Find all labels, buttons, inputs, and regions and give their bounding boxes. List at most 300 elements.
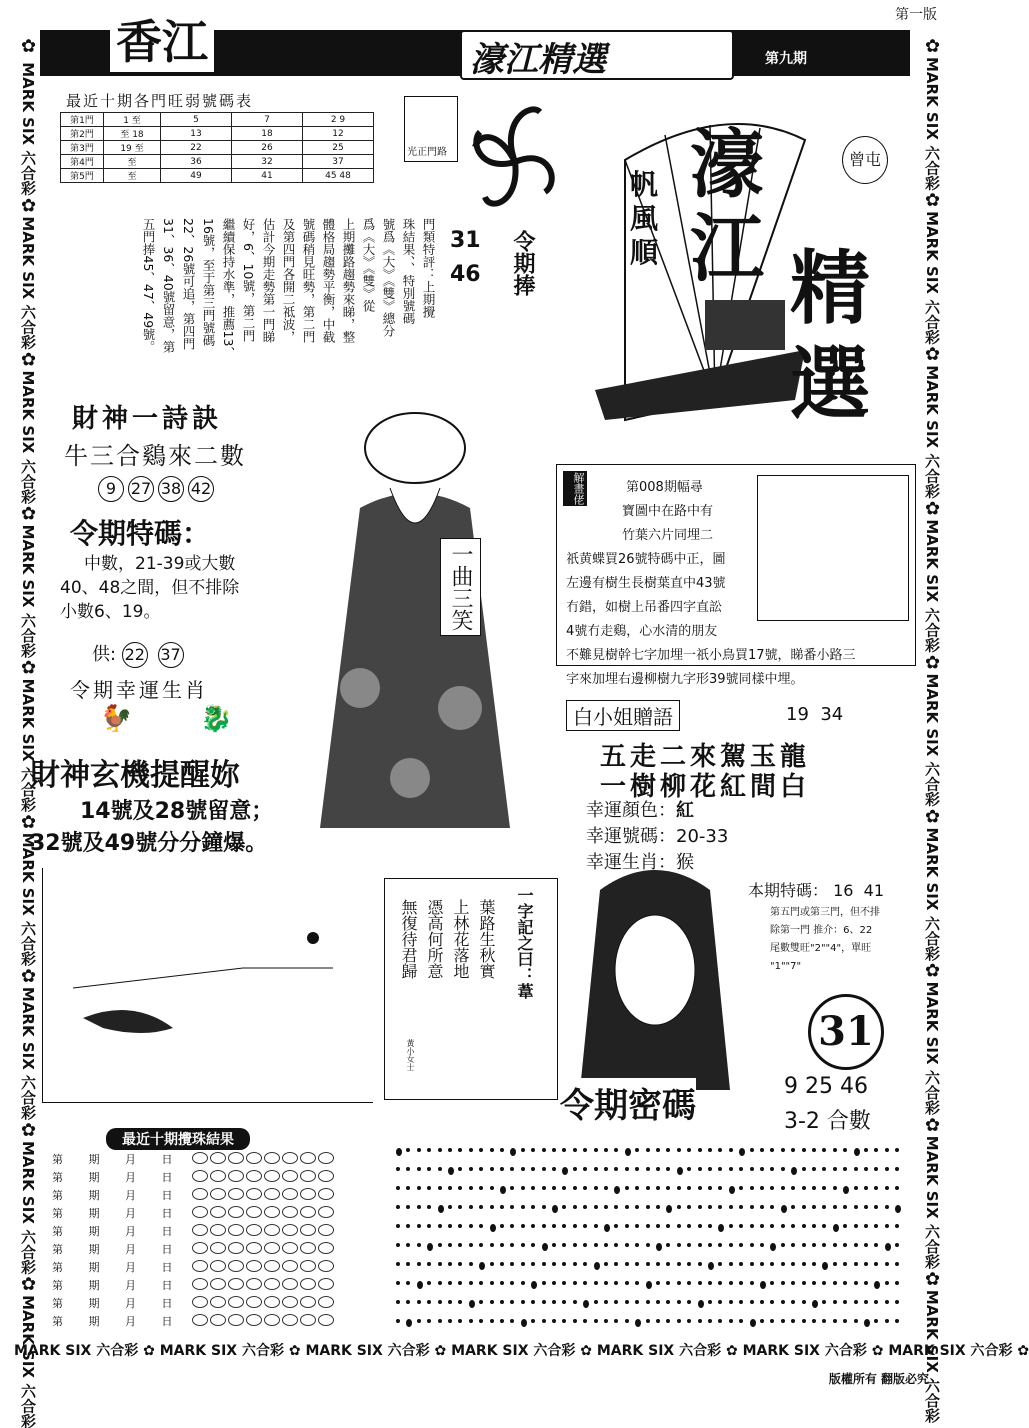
grid-dot xyxy=(500,1205,504,1209)
grid-dot xyxy=(791,1300,795,1304)
grid-dot xyxy=(417,1262,421,1266)
grid-dot xyxy=(510,1224,514,1228)
grid-dot xyxy=(479,1224,483,1228)
grid-dot xyxy=(458,1319,462,1323)
grid-dot xyxy=(895,1224,899,1228)
grid-dot xyxy=(708,1148,712,1152)
grid-dot xyxy=(625,1186,629,1190)
grid-dot xyxy=(666,1262,670,1266)
grid-dot xyxy=(531,1300,535,1304)
grid-dot xyxy=(635,1186,639,1190)
grid-dot xyxy=(708,1300,712,1304)
grid-dot xyxy=(396,1224,400,1228)
grid-dot xyxy=(469,1281,473,1285)
result-row-label: 第 期 月 日 xyxy=(52,1171,173,1184)
grid-dot xyxy=(895,1262,899,1266)
grid-dot xyxy=(458,1300,462,1304)
scroll-poem-lines: 葉路生秋實 上林花落地 憑高何所意 無復待君歸 xyxy=(399,899,496,979)
grid-dot xyxy=(490,1319,494,1323)
result-ovals xyxy=(192,1314,336,1329)
result-row xyxy=(52,1258,388,1276)
grid-dot xyxy=(864,1224,868,1228)
grid-dot xyxy=(552,1148,556,1152)
scroll-poem-sign: 黃小女士 xyxy=(406,1039,415,1071)
grid-dot xyxy=(625,1167,629,1171)
grid-dot xyxy=(874,1148,878,1152)
grid-dot xyxy=(698,1167,702,1171)
grid-dot xyxy=(791,1205,795,1209)
grid-dot xyxy=(490,1186,494,1190)
grid-dot xyxy=(729,1186,735,1194)
grid-dot xyxy=(604,1205,608,1209)
grid-dot xyxy=(406,1300,410,1304)
lucky-num-row: 幸運號碼：20-33 xyxy=(586,826,729,847)
grid-dot xyxy=(614,1262,618,1266)
grid-dot xyxy=(781,1224,785,1228)
grid-dot xyxy=(635,1167,639,1171)
grid-dot xyxy=(604,1167,608,1171)
masthead-title: 濠江精選 xyxy=(470,40,606,80)
gong-row: 供: 22 37 xyxy=(92,640,188,668)
door-cell: 7 xyxy=(232,113,303,127)
grid-dot xyxy=(427,1281,431,1285)
secret-combo: 3-2 合數 xyxy=(784,1109,871,1134)
grid-dot xyxy=(739,1224,743,1228)
grid-dot xyxy=(531,1243,535,1247)
grid-dot xyxy=(510,1205,514,1209)
secret-code: 9 25 46 xyxy=(784,1074,868,1099)
grid-dot xyxy=(656,1243,662,1251)
grid-dot xyxy=(406,1319,412,1327)
result-row-label: 第 期 月 日 xyxy=(52,1225,173,1238)
grid-dot xyxy=(687,1262,691,1266)
grid-dot xyxy=(729,1243,733,1247)
grid-dot xyxy=(708,1224,712,1228)
grid-dot xyxy=(656,1186,660,1190)
grid-dot xyxy=(718,1243,722,1247)
grid-dot xyxy=(614,1319,618,1323)
grid-dot xyxy=(802,1300,806,1304)
grid-dot xyxy=(781,1243,785,1247)
grid-dot xyxy=(718,1205,722,1209)
grid-dot xyxy=(729,1148,733,1152)
grid-dot xyxy=(718,1186,722,1190)
commentary-line: 估計今期走勢第一門睇 xyxy=(261,218,276,343)
grid-dot xyxy=(718,1262,722,1266)
grid-dot xyxy=(479,1243,483,1247)
grid-dot xyxy=(895,1186,899,1190)
grid-dot xyxy=(573,1186,577,1190)
grid-dot xyxy=(531,1148,535,1152)
result-ovals xyxy=(192,1260,336,1275)
grid-dot xyxy=(417,1186,421,1190)
grid-dot xyxy=(802,1281,806,1285)
grid-dot xyxy=(521,1319,527,1327)
grid-dot xyxy=(656,1167,660,1171)
grid-dot xyxy=(677,1148,681,1152)
grid-dot xyxy=(698,1205,702,1209)
grid-dot xyxy=(646,1224,650,1228)
grid-dot xyxy=(687,1319,691,1323)
grid-dot xyxy=(833,1167,837,1171)
grid-dot xyxy=(542,1300,546,1304)
grid-dot xyxy=(438,1319,442,1323)
god-scroll: 一曲三笑 xyxy=(440,538,481,636)
grid-dot xyxy=(427,1243,433,1251)
door-cell: 18 xyxy=(232,127,303,141)
grid-dot xyxy=(469,1224,473,1228)
god-of-wealth-illustration xyxy=(300,388,530,836)
grid-dot xyxy=(760,1186,764,1190)
grid-dot xyxy=(760,1300,764,1304)
grid-dot xyxy=(542,1243,548,1251)
special-big-num: 31 xyxy=(808,994,884,1070)
grid-dot xyxy=(781,1281,785,1285)
grid-dot xyxy=(635,1224,639,1228)
grid-dot xyxy=(739,1148,745,1156)
grid-dot xyxy=(822,1148,826,1152)
grid-dot xyxy=(854,1186,858,1190)
grid-dot xyxy=(635,1243,639,1247)
grid-dot xyxy=(583,1281,587,1285)
grid-dot xyxy=(542,1186,546,1190)
grid-dot xyxy=(718,1300,722,1304)
grid-dot xyxy=(791,1319,795,1323)
grid-dot xyxy=(656,1281,660,1285)
grid-dot xyxy=(666,1224,670,1228)
grid-dot xyxy=(479,1186,483,1190)
result-ovals xyxy=(192,1170,336,1185)
grid-dot xyxy=(562,1281,566,1285)
grid-dot xyxy=(729,1167,733,1171)
door-cell: 至 18 xyxy=(104,127,161,141)
poem-num: 38 xyxy=(158,476,184,502)
grid-dot xyxy=(729,1281,733,1285)
grid-dot xyxy=(812,1262,816,1266)
grid-dot xyxy=(521,1167,525,1171)
grid-dot xyxy=(822,1319,826,1323)
grid-dot xyxy=(781,1205,787,1213)
grid-dot xyxy=(770,1148,774,1152)
grid-dot xyxy=(874,1186,878,1190)
grid-dot xyxy=(885,1224,889,1228)
grid-dot xyxy=(396,1186,400,1190)
grid-dot xyxy=(406,1224,410,1228)
lucky-zodiac-row: 幸運生肖：猴 xyxy=(586,852,694,873)
grid-dot xyxy=(427,1224,431,1228)
grid-dot xyxy=(739,1300,743,1304)
grid-dot xyxy=(573,1167,577,1171)
grid-dot xyxy=(708,1167,712,1171)
grid-dot xyxy=(604,1186,608,1190)
scroll-poem-title: 一字記之曰：葦 xyxy=(515,887,534,999)
commentary-line: 31、36、40號留意，第 xyxy=(161,218,176,354)
grid-dot xyxy=(812,1167,816,1171)
grid-dot xyxy=(854,1224,858,1228)
grid-dot xyxy=(552,1319,556,1323)
grid-dot xyxy=(864,1262,868,1266)
grid-dot xyxy=(843,1186,849,1194)
grid-dot xyxy=(760,1243,764,1247)
grid-dot xyxy=(791,1262,795,1266)
grid-dot xyxy=(687,1205,691,1209)
grid-dot xyxy=(843,1148,847,1152)
door-cell: 45 48 xyxy=(303,169,374,183)
grid-dot xyxy=(781,1262,785,1266)
logo-big-3: 精 xyxy=(790,241,870,335)
masthead-logo: 香江 xyxy=(110,6,214,72)
grid-dot xyxy=(396,1205,400,1209)
grid-dot xyxy=(729,1224,733,1228)
grid-dot xyxy=(646,1167,650,1171)
grid-dot xyxy=(895,1167,899,1171)
grid-dot xyxy=(677,1319,681,1323)
grid-dot xyxy=(729,1319,733,1323)
grid-dot xyxy=(698,1262,702,1266)
commentary-line: 門類特評：上期攪 xyxy=(421,218,436,318)
grid-dot xyxy=(656,1224,660,1228)
grid-dot xyxy=(614,1281,618,1285)
bauhinia-label: 令期捧 xyxy=(510,230,536,296)
grid-dot xyxy=(635,1319,641,1327)
result-ovals xyxy=(192,1296,336,1311)
stamp-label: 光正門路 xyxy=(407,147,447,158)
grid-dot xyxy=(885,1167,889,1171)
grid-dot xyxy=(739,1243,743,1247)
grid-dot xyxy=(531,1319,535,1323)
grid-dot xyxy=(791,1224,795,1228)
grid-dot xyxy=(479,1167,483,1171)
bauhinia-num-1: 31 xyxy=(450,228,481,253)
grid-dot xyxy=(646,1262,650,1266)
verse-nums: 19 34 xyxy=(786,704,844,725)
logo-big-1: 濠 xyxy=(690,122,764,208)
grid-dot xyxy=(822,1186,826,1190)
grid-dot xyxy=(864,1319,870,1327)
door-cell: 19 至 xyxy=(104,141,161,155)
grid-dot xyxy=(438,1148,442,1152)
door-row xyxy=(61,127,374,141)
grid-dot xyxy=(812,1319,816,1323)
grid-dot xyxy=(770,1205,774,1209)
grid-dot xyxy=(781,1300,785,1304)
grid-dot xyxy=(396,1148,402,1156)
grid-dot xyxy=(646,1186,650,1190)
grid-dot xyxy=(802,1262,806,1266)
grid-dot xyxy=(458,1262,462,1266)
door-cell: 第5門 xyxy=(61,169,104,183)
grid-dot xyxy=(438,1243,442,1247)
grid-dot xyxy=(583,1205,587,1209)
grid-dot xyxy=(448,1319,452,1323)
grid-dot xyxy=(500,1300,504,1304)
result-row xyxy=(52,1276,388,1294)
grid-dot xyxy=(469,1167,473,1171)
grid-dot xyxy=(687,1224,691,1228)
grid-dot xyxy=(531,1262,535,1266)
grid-dot xyxy=(854,1319,858,1323)
landscape-box xyxy=(42,868,373,1103)
logo-big-4: 選 xyxy=(790,337,870,431)
commentary-line: 22、26號可追，第四門 xyxy=(181,218,196,350)
grid-dot xyxy=(594,1319,598,1323)
grid-dot xyxy=(521,1186,525,1190)
result-row xyxy=(52,1222,388,1240)
grid-dot xyxy=(614,1243,618,1247)
grid-dot xyxy=(500,1262,504,1266)
grid-dot xyxy=(698,1319,702,1323)
grid-dot xyxy=(573,1205,577,1209)
grid-dot xyxy=(698,1281,702,1285)
grid-dot xyxy=(770,1281,774,1285)
commentary-line: 號爲《大》《雙》總分 xyxy=(381,218,396,337)
rooster-icon: 🐓 xyxy=(100,704,133,734)
grid-dot xyxy=(854,1243,858,1247)
grid-dot xyxy=(406,1281,410,1285)
grid-dot xyxy=(562,1167,568,1175)
grid-dot xyxy=(895,1243,899,1247)
result-row-label: 第 期 月 日 xyxy=(52,1261,173,1274)
grid-dot xyxy=(500,1281,504,1285)
grid-dot xyxy=(521,1262,525,1266)
grid-dot xyxy=(874,1224,878,1228)
grid-dot xyxy=(895,1205,901,1213)
grid-dot xyxy=(427,1262,431,1266)
issue-label: 第九期 xyxy=(765,51,807,67)
grid-dot xyxy=(427,1205,431,1209)
grid-dot xyxy=(822,1262,828,1270)
grid-dot xyxy=(666,1281,670,1285)
grid-dot xyxy=(843,1224,847,1228)
grid-dot xyxy=(479,1262,485,1270)
grid-dot xyxy=(542,1148,546,1152)
poem-nums xyxy=(98,476,218,502)
poem-num: 9 xyxy=(98,476,124,502)
grid-dot xyxy=(885,1300,889,1304)
grid-dot xyxy=(573,1243,577,1247)
grid-dot xyxy=(552,1281,556,1285)
result-ovals xyxy=(192,1152,336,1167)
grid-dot xyxy=(646,1281,652,1289)
left-side-banner: ✿ MARK SIX 六合彩✿MARK SIX 六合彩✿MARK SIX 六合彩✿MARK SIX 六合彩✿MARK SIX 六合彩✿MARK SIX 六合彩✿MARK SIX 六合彩✿MARK SIX 六合彩✿MARK SIX 六合彩 xyxy=(18,36,39,1428)
grid-dot xyxy=(843,1319,847,1323)
grid-dot xyxy=(874,1205,878,1209)
grid-dot xyxy=(448,1281,452,1285)
grid-dot xyxy=(698,1300,704,1308)
grid-dot xyxy=(604,1300,608,1304)
grid-dot xyxy=(760,1262,764,1266)
grid-dot xyxy=(458,1167,462,1171)
grid-dot xyxy=(510,1167,514,1171)
grid-dot xyxy=(562,1186,566,1190)
commentary-line: 好，6、10號，第二門 xyxy=(241,218,256,342)
grid-dot xyxy=(677,1243,681,1247)
grid-dot xyxy=(510,1300,514,1304)
grid-dot xyxy=(770,1167,774,1171)
grid-dot xyxy=(656,1319,660,1323)
grid-dot xyxy=(625,1300,629,1304)
grid-dot xyxy=(625,1281,629,1285)
gong-num-2: 37 xyxy=(158,642,184,668)
grid-dot xyxy=(770,1300,774,1304)
grid-dot xyxy=(656,1205,660,1209)
grid-dot xyxy=(864,1243,868,1247)
grid-dot xyxy=(562,1262,566,1266)
grid-dot xyxy=(427,1148,431,1152)
bottom-side-banner: MARK SIX 六合彩 ✿ MARK SIX 六合彩 ✿ MARK SIX 六合彩 ✿ MARK SIX 六合彩 ✿ MARK SIX 六合彩 ✿ MARK SIX 六合彩 ✿ MARK SIX 六合彩 ✿ xyxy=(14,1343,1029,1359)
grid-dot xyxy=(625,1243,629,1247)
grid-dot xyxy=(739,1205,743,1209)
riddle-text: 第008期幅尋 寶圖中在路中有 竹葉六片同埋二 祇黄蝶買26號特碼中正，圖 左邊有樹生長樹葉直中43號 冇錯，如樹上吊番四字直訟 4號冇走鷄，心水清的朋友 不難見樹幹七字加埋一祇小鳥買17號，睇番小路三 字來加埋右邊柳樹九字形39號同樣中埋。 xyxy=(566,480,856,687)
door-table xyxy=(60,112,374,183)
scroll-poem-box xyxy=(384,878,558,1100)
grid-dot xyxy=(531,1186,535,1190)
grid-dot xyxy=(438,1205,444,1213)
grid-dot xyxy=(479,1319,483,1323)
grid-dot xyxy=(479,1205,483,1209)
commentary-block xyxy=(58,218,438,388)
reminder-line-2: 32號及49號分分鐘爆。 xyxy=(30,831,268,856)
results-title: 最近十期攪珠結果 xyxy=(106,1128,250,1150)
grid-dot xyxy=(635,1281,639,1285)
grid-dot xyxy=(854,1167,858,1171)
grid-dot xyxy=(469,1243,473,1247)
logo-big-2: 江 xyxy=(690,206,764,292)
grid-dot xyxy=(396,1167,400,1171)
grid-dot xyxy=(802,1148,806,1152)
grid-dot xyxy=(770,1186,774,1190)
grid-dot xyxy=(594,1243,598,1247)
results-dot-grid xyxy=(392,1140,912,1336)
grid-dot xyxy=(490,1300,494,1304)
special-title: 令期特碼： xyxy=(70,517,211,550)
grid-dot xyxy=(521,1243,525,1247)
grid-dot xyxy=(802,1224,806,1228)
grid-dot xyxy=(490,1224,496,1232)
grid-dot xyxy=(458,1186,462,1190)
grid-dot xyxy=(718,1167,722,1171)
grid-dot xyxy=(510,1186,514,1190)
grid-dot xyxy=(438,1281,442,1285)
grid-dot xyxy=(885,1319,889,1323)
grid-dot xyxy=(573,1148,577,1152)
grid-dot xyxy=(822,1205,826,1209)
grid-dot xyxy=(885,1205,889,1209)
grid-dot xyxy=(427,1300,431,1304)
flower-icon: ✿ xyxy=(18,36,39,57)
grid-dot xyxy=(625,1205,629,1209)
grid-dot xyxy=(833,1205,837,1209)
door-table-title: 最近十期各門旺弱號碼表 xyxy=(66,92,254,110)
grid-dot xyxy=(833,1281,837,1285)
grid-dot xyxy=(760,1205,764,1209)
grid-dot xyxy=(895,1148,899,1152)
grid-dot xyxy=(604,1262,608,1266)
grid-dot xyxy=(635,1205,639,1209)
result-ovals xyxy=(192,1188,336,1203)
grid-dot xyxy=(458,1224,462,1228)
result-row-label: 第 期 月 日 xyxy=(52,1279,173,1292)
grid-dot xyxy=(822,1224,826,1228)
grid-dot xyxy=(417,1281,423,1289)
grid-dot xyxy=(854,1148,860,1156)
grid-dot xyxy=(614,1300,618,1304)
grid-dot xyxy=(802,1186,806,1190)
bauhinia-num-2: 46 xyxy=(450,262,481,287)
grid-dot xyxy=(635,1300,639,1304)
grid-dot xyxy=(781,1167,785,1171)
result-ovals xyxy=(192,1206,336,1221)
